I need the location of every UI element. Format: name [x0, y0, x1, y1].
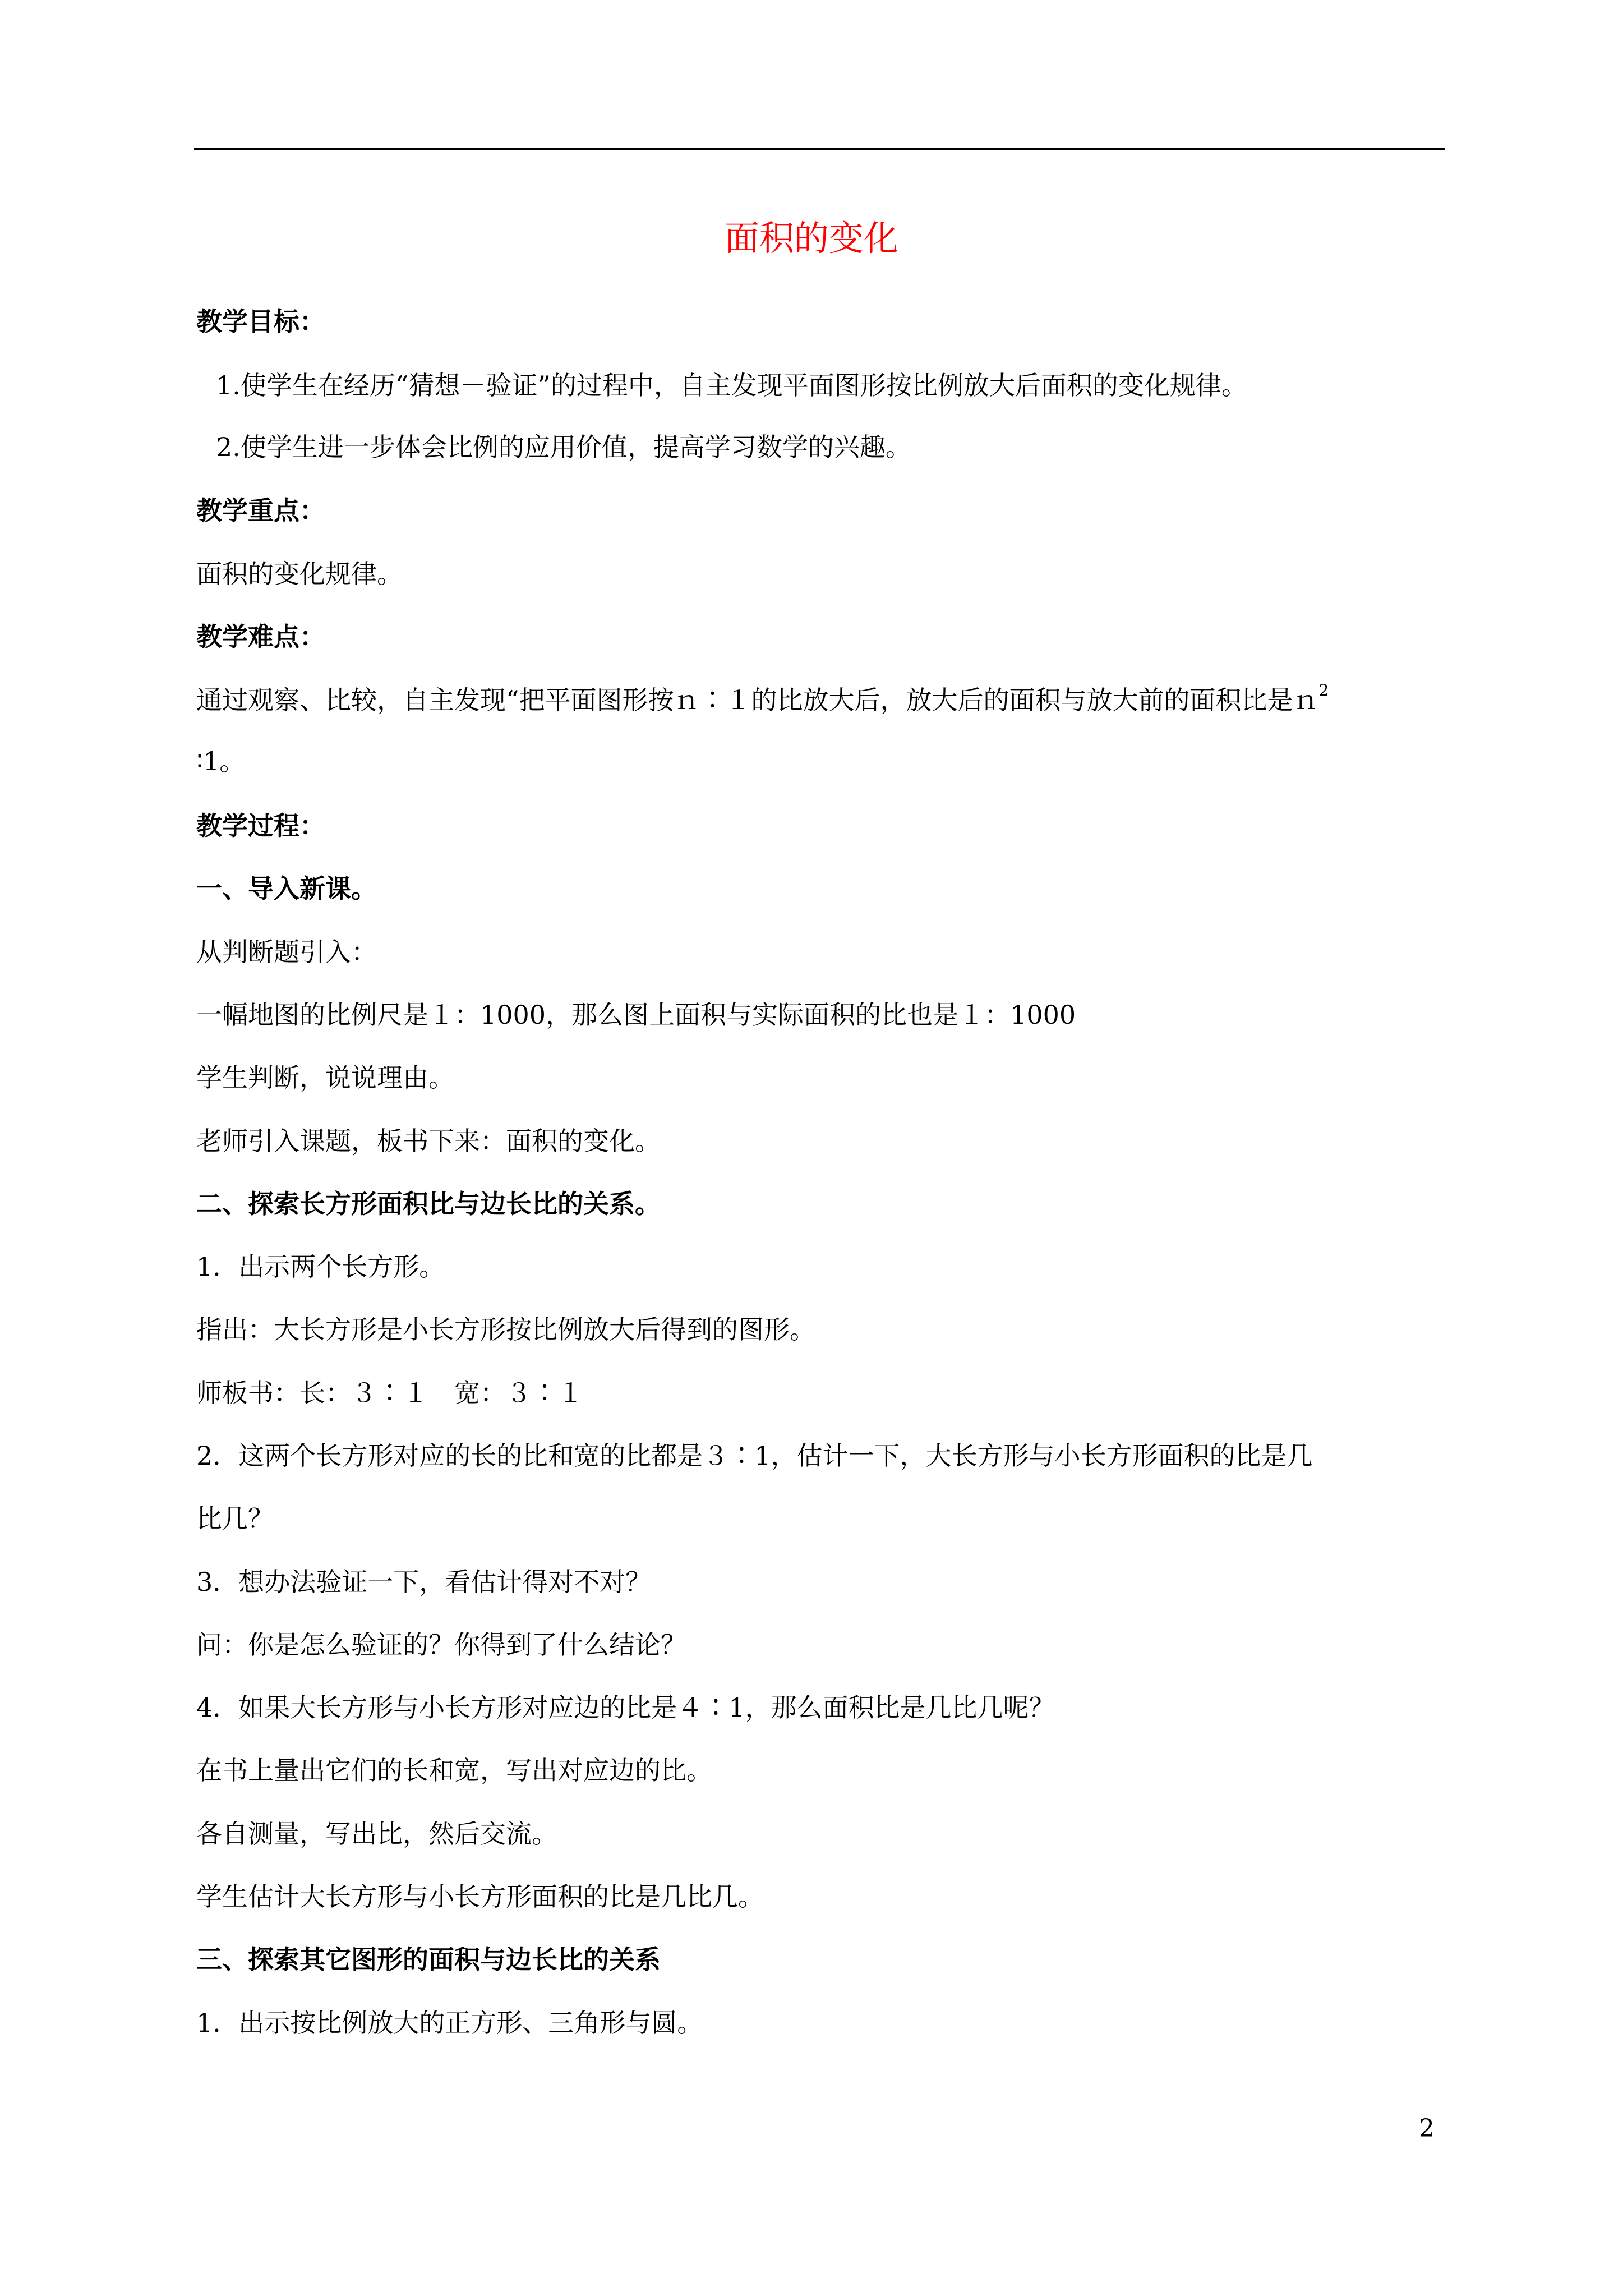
section-2-line-8: 4．如果大长方形与小长方形对应边的比是４∶1，那么面积比是几比几呢？	[196, 1692, 1055, 1723]
section-2-line-3: 师板书：长：３∶１ 宽：３∶１	[196, 1378, 583, 1408]
section-1-line-1: 从判断题引入：	[196, 937, 377, 967]
section-2-line-4: 2．这两个长方形对应的长的比和宽的比都是３∶1，估计一下，大长方形与小长方形面积的比是几	[196, 1441, 1313, 1471]
section-2-line-5: 比几？	[196, 1503, 274, 1534]
section-2-line-6: 3．想办法验证一下，看估计得对不对？	[196, 1567, 652, 1597]
key-point-heading: 教学重点：	[196, 495, 325, 526]
difficulty-text	[196, 680, 1329, 720]
goals-heading: 教学目标：	[196, 306, 325, 337]
section-2-line-10: 各自测量，写出比，然后交流。	[196, 1819, 557, 1849]
goal-item-2: 2.使学生进一步体会比例的应用价值，提高学习数学的兴趣。	[216, 432, 911, 462]
section-3-heading: 三、探索其它图形的面积与边长比的关系	[196, 1944, 661, 1975]
difficulty-exponent: 2	[1318, 681, 1329, 700]
section-2-line-7: 问：你是怎么验证的？你得到了什么结论？	[196, 1630, 686, 1660]
goal-item-1: 1.使学生在经历“猜想－验证”的过程中，自主发现平面图形按比例放大后面积的变化规律。	[216, 370, 1247, 401]
header-rule	[194, 148, 1445, 150]
section-2-line-2: 指出：大长方形是小长方形按比例放大后得到的图形。	[196, 1314, 815, 1345]
difficulty-text-continued: ∶1。	[196, 746, 246, 776]
difficulty-text-main: 通过观察、比较，自主发现“把平面图形按ｎ∶１的比放大后，放大后的面积与放大前的面积比是ｎ	[196, 685, 1319, 715]
section-1-line-2: 一幅地图的比例尺是１：1000，那么图上面积与实际面积的比也是１：1000	[196, 1000, 1076, 1030]
process-heading: 教学过程：	[196, 811, 325, 841]
document-title: 面积的变化	[724, 218, 898, 259]
difficulty-heading: 教学难点：	[196, 622, 325, 652]
section-3-line-1: 1．出示按比例放大的正方形、三角形与圆。	[196, 2008, 703, 2038]
section-1-heading: 一、导入新课。	[196, 873, 377, 904]
section-1-line-3: 学生判断，说说理由。	[196, 1062, 454, 1093]
key-point-text: 面积的变化规律。	[196, 559, 403, 589]
section-2-line-9: 在书上量出它们的长和宽，写出对应边的比。	[196, 1755, 712, 1786]
section-2-line-11: 学生估计大长方形与小长方形面积的比是几比几。	[196, 1881, 764, 1912]
page-number: 2	[1419, 2114, 1435, 2143]
section-1-line-4: 老师引入课题，板书下来：面积的变化。	[196, 1126, 661, 1156]
section-2-line-1: 1．出示两个长方形。	[196, 1251, 445, 1282]
section-2-heading: 二、探索长方形面积比与边长比的关系。	[196, 1189, 661, 1219]
